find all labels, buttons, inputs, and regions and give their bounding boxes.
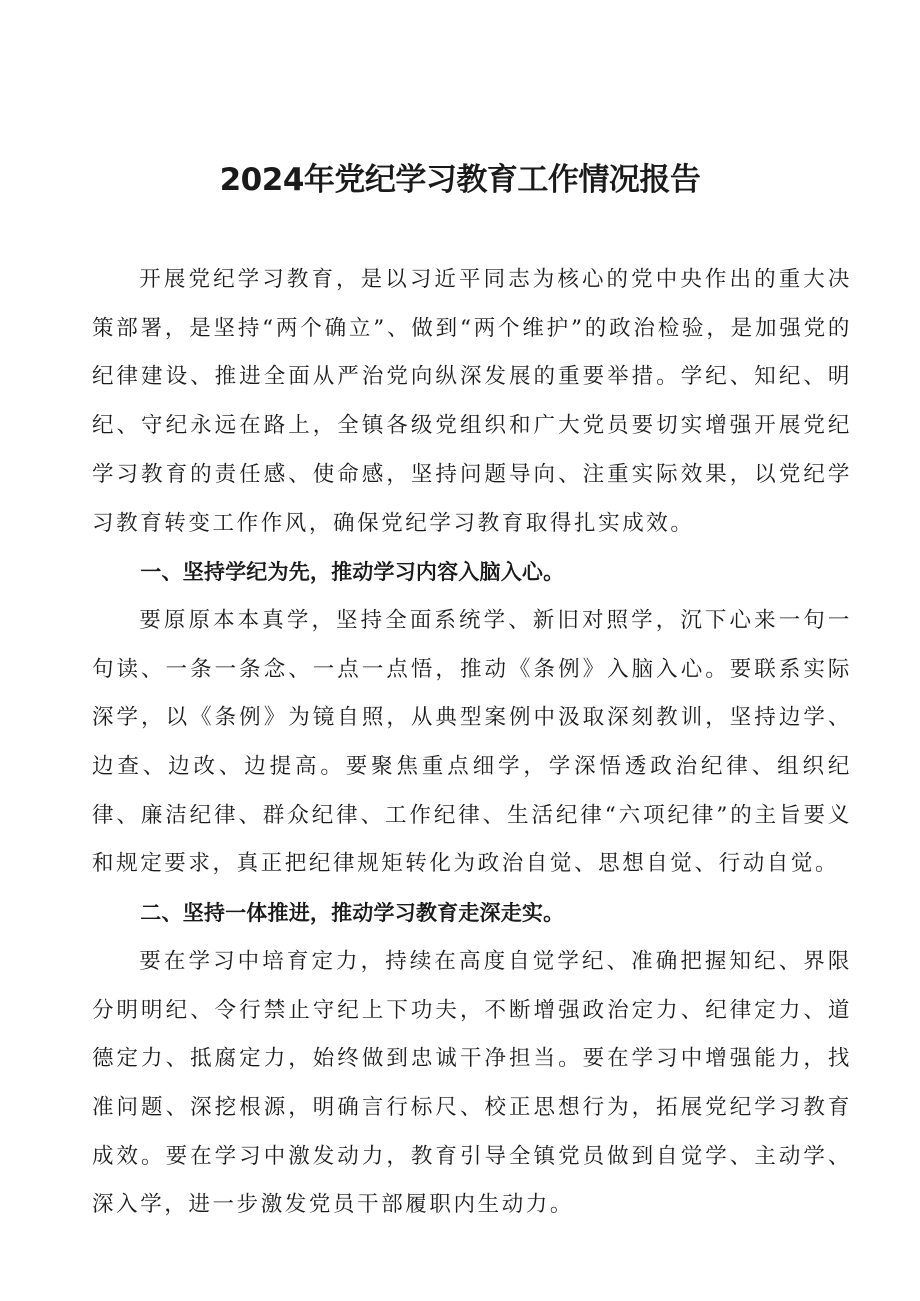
section-heading-1: 一、坚持学纪为先，推动学习内容入脑入心。 bbox=[140, 560, 565, 585]
intro-paragraph: 开展党纪学习教育，是以习近平同志为核心的党中央作出的重大决策部署，是坚持“两个确立”、做到“两个维护”的政治检验，是加强党的纪律建设、推进全面从严治党向纵深发展的重要举措。学纪、知纪、明纪、守纪永远在路上，全镇各级党组织和广大党员要切实增强开展党纪学习教育的责任感、使命感，坚持问题导向、注重实际效果，以党纪学习教育转变工作作风，确保党纪学习教育取得扎实成效。 bbox=[92, 267, 852, 536]
section-paragraph-1: 要原原本本真学，坚持全面系统学、新旧对照学，沉下心来一句一句读、一条一条念、一点一点悟，推动《条例》入脑入心。要联系实际深学，以《条例》为镜自照，从典型案例中汲取深刻教训，坚持边学、边查、边改、边提高。要聚焦重点细学，学深悟透政治纪律、组织纪律、廉洁纪律、群众纪律、工作纪律、生活纪律“六项纪律”的主旨要义和规定要求，真正把纪律规矩转化为政治自觉、思想自觉、行动自觉。 bbox=[92, 607, 852, 877]
section-paragraph-2: 要在学习中培育定力，持续在高度自觉学纪、准确把握知纪、界限分明明纪、令行禁止守纪上下功夫，不断增强政治定力、纪律定力、道德定力、抵腐定力，始终做到忠诚干净担当。要在学习中增强能力，找准问题、深挖根源，明确言行标尺、校正思想行为，拓展党纪学习教育成效。要在学习中激发动力，教育引导全镇党员做到自觉学、主动学、深入学，进一步激发党员干部履职内生动力。 bbox=[92, 948, 852, 1218]
document-title: 2024年党纪学习教育工作情况报告 bbox=[219, 162, 701, 198]
document-body bbox=[92, 256, 852, 1230]
section-heading-2: 二、坚持一体推进，推动学习教育走深走实。 bbox=[140, 901, 565, 926]
